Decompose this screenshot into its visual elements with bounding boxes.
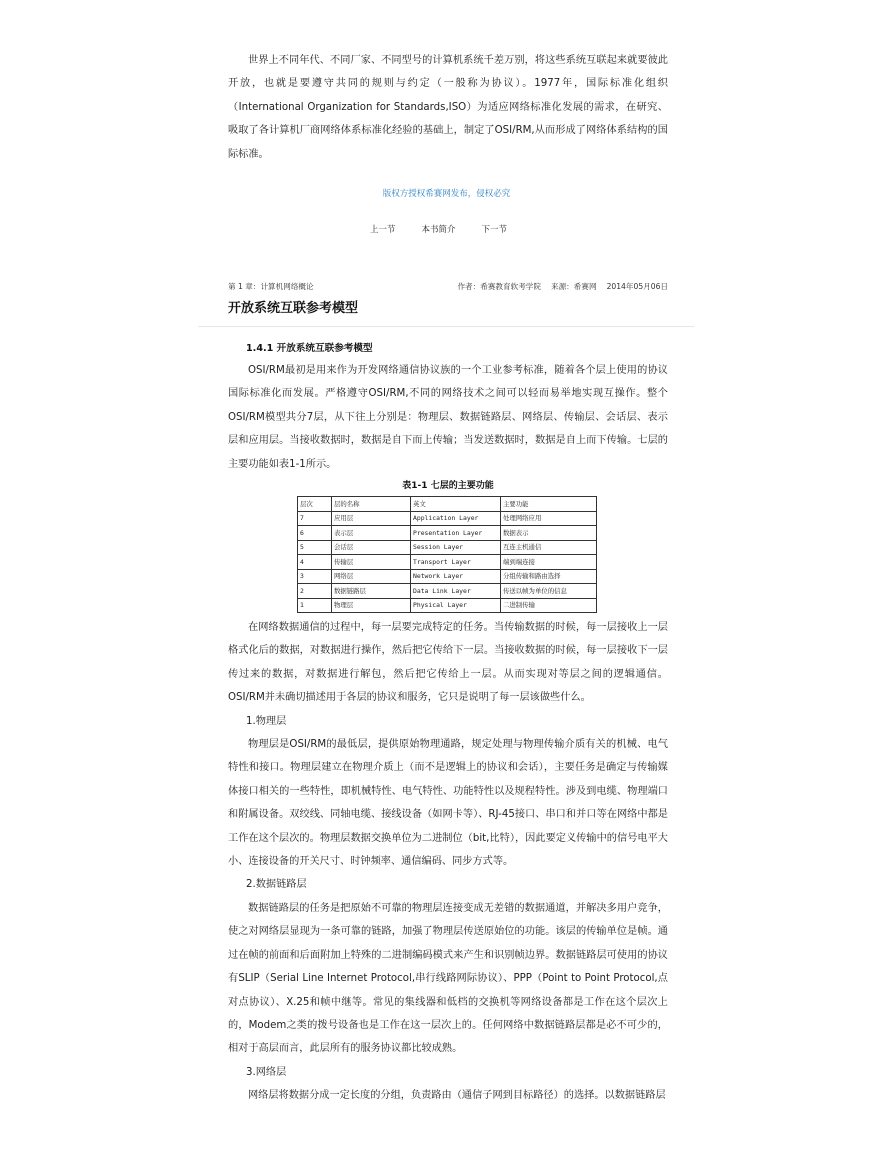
table-cell: 处理网络应用	[501, 511, 597, 526]
table-cell: 会话层	[332, 540, 411, 555]
header-cell: 英文	[411, 497, 501, 512]
header-cell: 层次	[298, 497, 332, 512]
table-cell: Session Layer	[411, 540, 501, 555]
osi-intro-paragraph: OSI/RM最初是用来作为开发网络通信协议族的一个工业参考标准，随着各个层上使用的协议国际标准化而发展。严格遵守OSI/RM,不同的网络技术之间可以轻而易举地实现互操作。整个OSI/RM模型共分7层，从下往上分别是：物理层、数据链路层、网络层、传输层、会话层、表示层和应用层。当接收数据时，数据是自下而上传输；当发送数据时，数据是自上而下传输。七层的主要功能如表1-1所示。	[228, 365, 668, 470]
table-cell: 物理层	[332, 598, 411, 613]
header-cell: 层的名称	[332, 497, 411, 512]
table-cell: 7	[298, 511, 332, 526]
network-layer-heading: 3.网络层	[246, 1066, 287, 1078]
table-row	[298, 555, 597, 570]
table-cell: 1	[298, 598, 332, 613]
source-label: 来源：希赛网	[551, 282, 597, 291]
next-section-link[interactable]: 下一节	[481, 225, 508, 235]
table-cell: 互连主机通信	[501, 540, 597, 555]
table-cell: 3	[298, 569, 332, 584]
table-cell: 4	[298, 555, 332, 570]
table-row	[298, 569, 597, 584]
header-cell: 主要功能	[501, 497, 597, 512]
table-cell: 表示层	[332, 526, 411, 541]
table-row	[298, 584, 597, 599]
table-row	[298, 598, 597, 613]
author-label: 作者：希赛教育软考学院	[457, 282, 541, 291]
date-label: 2014年05月06日	[606, 282, 668, 291]
table-cell: Network Layer	[411, 569, 501, 584]
intro-block	[228, 49, 668, 166]
table-cell: 数据表示	[501, 526, 597, 541]
table-header-row	[298, 497, 597, 512]
table-cell: Physical Layer	[411, 598, 501, 613]
copyright-notice: 版权方授权希赛网发布，侵权必究	[382, 189, 511, 199]
datalink-layer-paragraph: 数据链路层的任务是把原始不可靠的物理层连接变成无差错的数据通道，并解决多用户竞争，使之对网络层显现为一条可靠的链路，加强了物理层传送原始位的功能。该层的传输单位是帧。通过在帧的前面和后面附加上特殊的二进制编码模式来产生和识别帧边界。数据链路层可使用的协议有SLIP（Serial Line Internet Protocol,串行线路网际协议）、PPP（Point to Point Protocol,点对点协议）、X.25和帧中继等。常见的集线器和低档的交换机等网络设备都是工作在这个层次上的，Modem之类的拨号设备也是工作在这一层次上的。任何网络中数据链路层都是必不可少的，相对于高层而言，此层所有的服务协议都比较成熟。	[228, 902, 668, 1055]
pager-nav	[370, 223, 507, 235]
physical-layer-heading: 1.物理层	[246, 715, 287, 727]
article-meta	[228, 281, 668, 292]
table-cell: 二进制传输	[501, 598, 597, 613]
title-divider	[198, 326, 694, 327]
table-cell: Application Layer	[411, 511, 501, 526]
table-row	[298, 511, 597, 526]
body-part-one	[228, 359, 668, 476]
table-cell: Transport Layer	[411, 555, 501, 570]
section-title: 1.4.1 开放系统互联参考模型	[246, 343, 373, 354]
table-cell: 数据链路层	[332, 584, 411, 599]
chapter-label: 第 1 章：计算机网络概论	[228, 282, 314, 291]
network-layer-paragraph: 网络层将数据分成一定长度的分组，负责路由（通信子网到目标路径）的选择。以数据链路层	[248, 1090, 666, 1102]
table-cell: 传送以帧为单位的信息	[501, 584, 597, 599]
book-intro-link[interactable]: 本书简介	[421, 225, 456, 235]
table-cell: 分组传输和路由选择	[501, 569, 597, 584]
table-cell: 传输层	[332, 555, 411, 570]
table-row	[298, 526, 597, 541]
table-cell: Data Link Layer	[411, 584, 501, 599]
intro-paragraph: 世界上不同年代、不同厂家、不同型号的计算机系统千差万别，将这些系统互联起来就要彼此开放，也就是要遵守共同的规则与约定（一般称为协议）。1977年，国际标准化组织（International Organization for Standards,ISO）为适应网络标准化发展的需求，在研究、吸取了各计算机厂商网络体系标准化经验的基础上，制定了OSI/RM,从而形成了网络体系结构的国际标准。	[228, 55, 668, 160]
table-cell: 6	[298, 526, 332, 541]
prev-section-link[interactable]: 上一节	[370, 225, 396, 235]
body-part-two	[228, 616, 668, 1108]
table-cell: Presentation Layer	[411, 526, 501, 541]
table-cell: 网络层	[332, 569, 411, 584]
table-cell: 5	[298, 540, 332, 555]
table-caption: 表1-1 七层的主要功能	[402, 481, 494, 491]
table-cell: 应用层	[332, 511, 411, 526]
communication-paragraph: 在网络数据通信的过程中，每一层要完成特定的任务。当传输数据的时候，每一层接收上一层格式化后的数据，对数据进行操作，然后把它传给下一层。当接收数据的时候，每一层接收下一层传过来的数据，对数据进行解包，然后把它传给上一层。从而实现对等层之间的逻辑通信。OSI/RM并未确切描述用于各层的协议和服务，它只是说明了每一层该做些什么。	[228, 622, 668, 704]
datalink-layer-heading: 2.数据链路层	[246, 879, 307, 891]
table-cell: 2	[298, 584, 332, 599]
table-row	[298, 540, 597, 555]
layers-table	[297, 496, 597, 613]
article-title: 开放系统互联参考模型	[228, 301, 359, 316]
table-cell: 端到端连接	[501, 555, 597, 570]
physical-layer-paragraph: 物理层是OSI/RM的最低层，提供原始物理通路，规定处理与物理传输介质有关的机械、电气特性和接口。物理层建立在物理介质上（而不是逻辑上的协议和会话），主要任务是确定与传输媒体接口相关的一些特性，即机械特性、电气特性、功能特性以及规程特性。涉及到电缆、物理端口和附属设备。双绞线、同轴电缆、接线设备（如网卡等）、RJ-45接口、串口和并口等在网络中都是工作在这个层次的。物理层数据交换单位为二进制位（bit,比特），因此要定义传输中的信号电平大小、连接设备的开关尺寸、时钟频率、通信编码、同步方式等。	[228, 739, 668, 868]
